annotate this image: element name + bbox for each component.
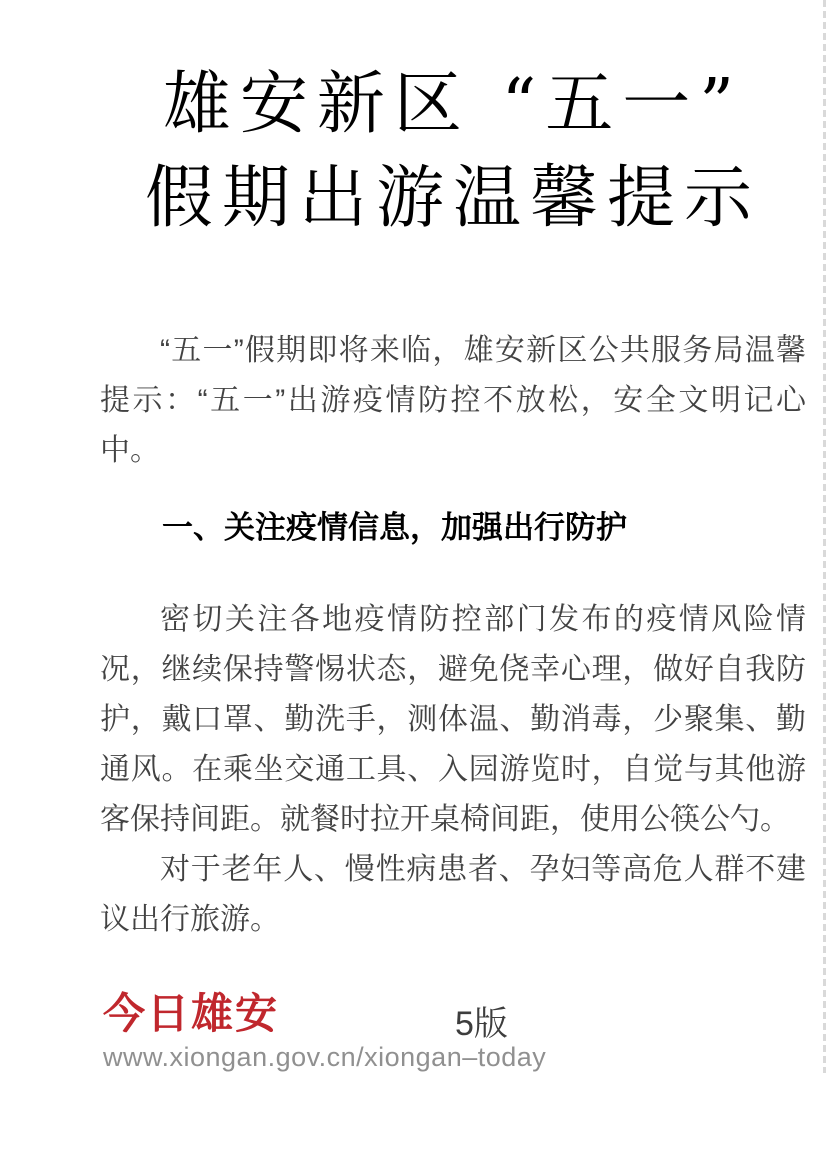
page-title-line2: 假期出游温馨提示 <box>144 159 761 238</box>
body-paragraph: 密切关注各地疫情防控部门发布的疫情风险情况，继续保持警惕状态，避免侥幸心理，做好自我防护，戴口罩、勤洗手，测体温、勤消毒，少聚集、勤通风。在乘坐交通工具、入园游览时，自觉与其他游客保持间距。就餐时拉开桌椅间距，使用公筷公勺。 <box>100 603 806 836</box>
page-title-line1: 雄安新区 “五一” <box>162 65 744 144</box>
masthead-logo: 今日雄安 <box>103 989 280 1038</box>
page-title <box>100 58 806 246</box>
trim-dashed-border <box>823 0 826 1073</box>
document-content <box>100 0 806 945</box>
section-heading: 一、关注疫情信息，加强出行防护 <box>162 510 627 545</box>
intro-paragraph: “五一”假期即将来临，雄安新区公共服务局温馨提示：“五一”出游疫情防控不放松，安全文明记心中。 <box>100 334 806 467</box>
footer-url: www.xiongan.gov.cn/xiongan–today <box>103 1042 547 1072</box>
body-paragraph: 对于老年人、慢性病患者、孕妇等高危人群不建议出行旅游。 <box>100 853 806 936</box>
footer-top-row <box>103 988 809 1043</box>
page-footer <box>103 988 809 1073</box>
page-number: 5版 <box>455 1005 508 1043</box>
